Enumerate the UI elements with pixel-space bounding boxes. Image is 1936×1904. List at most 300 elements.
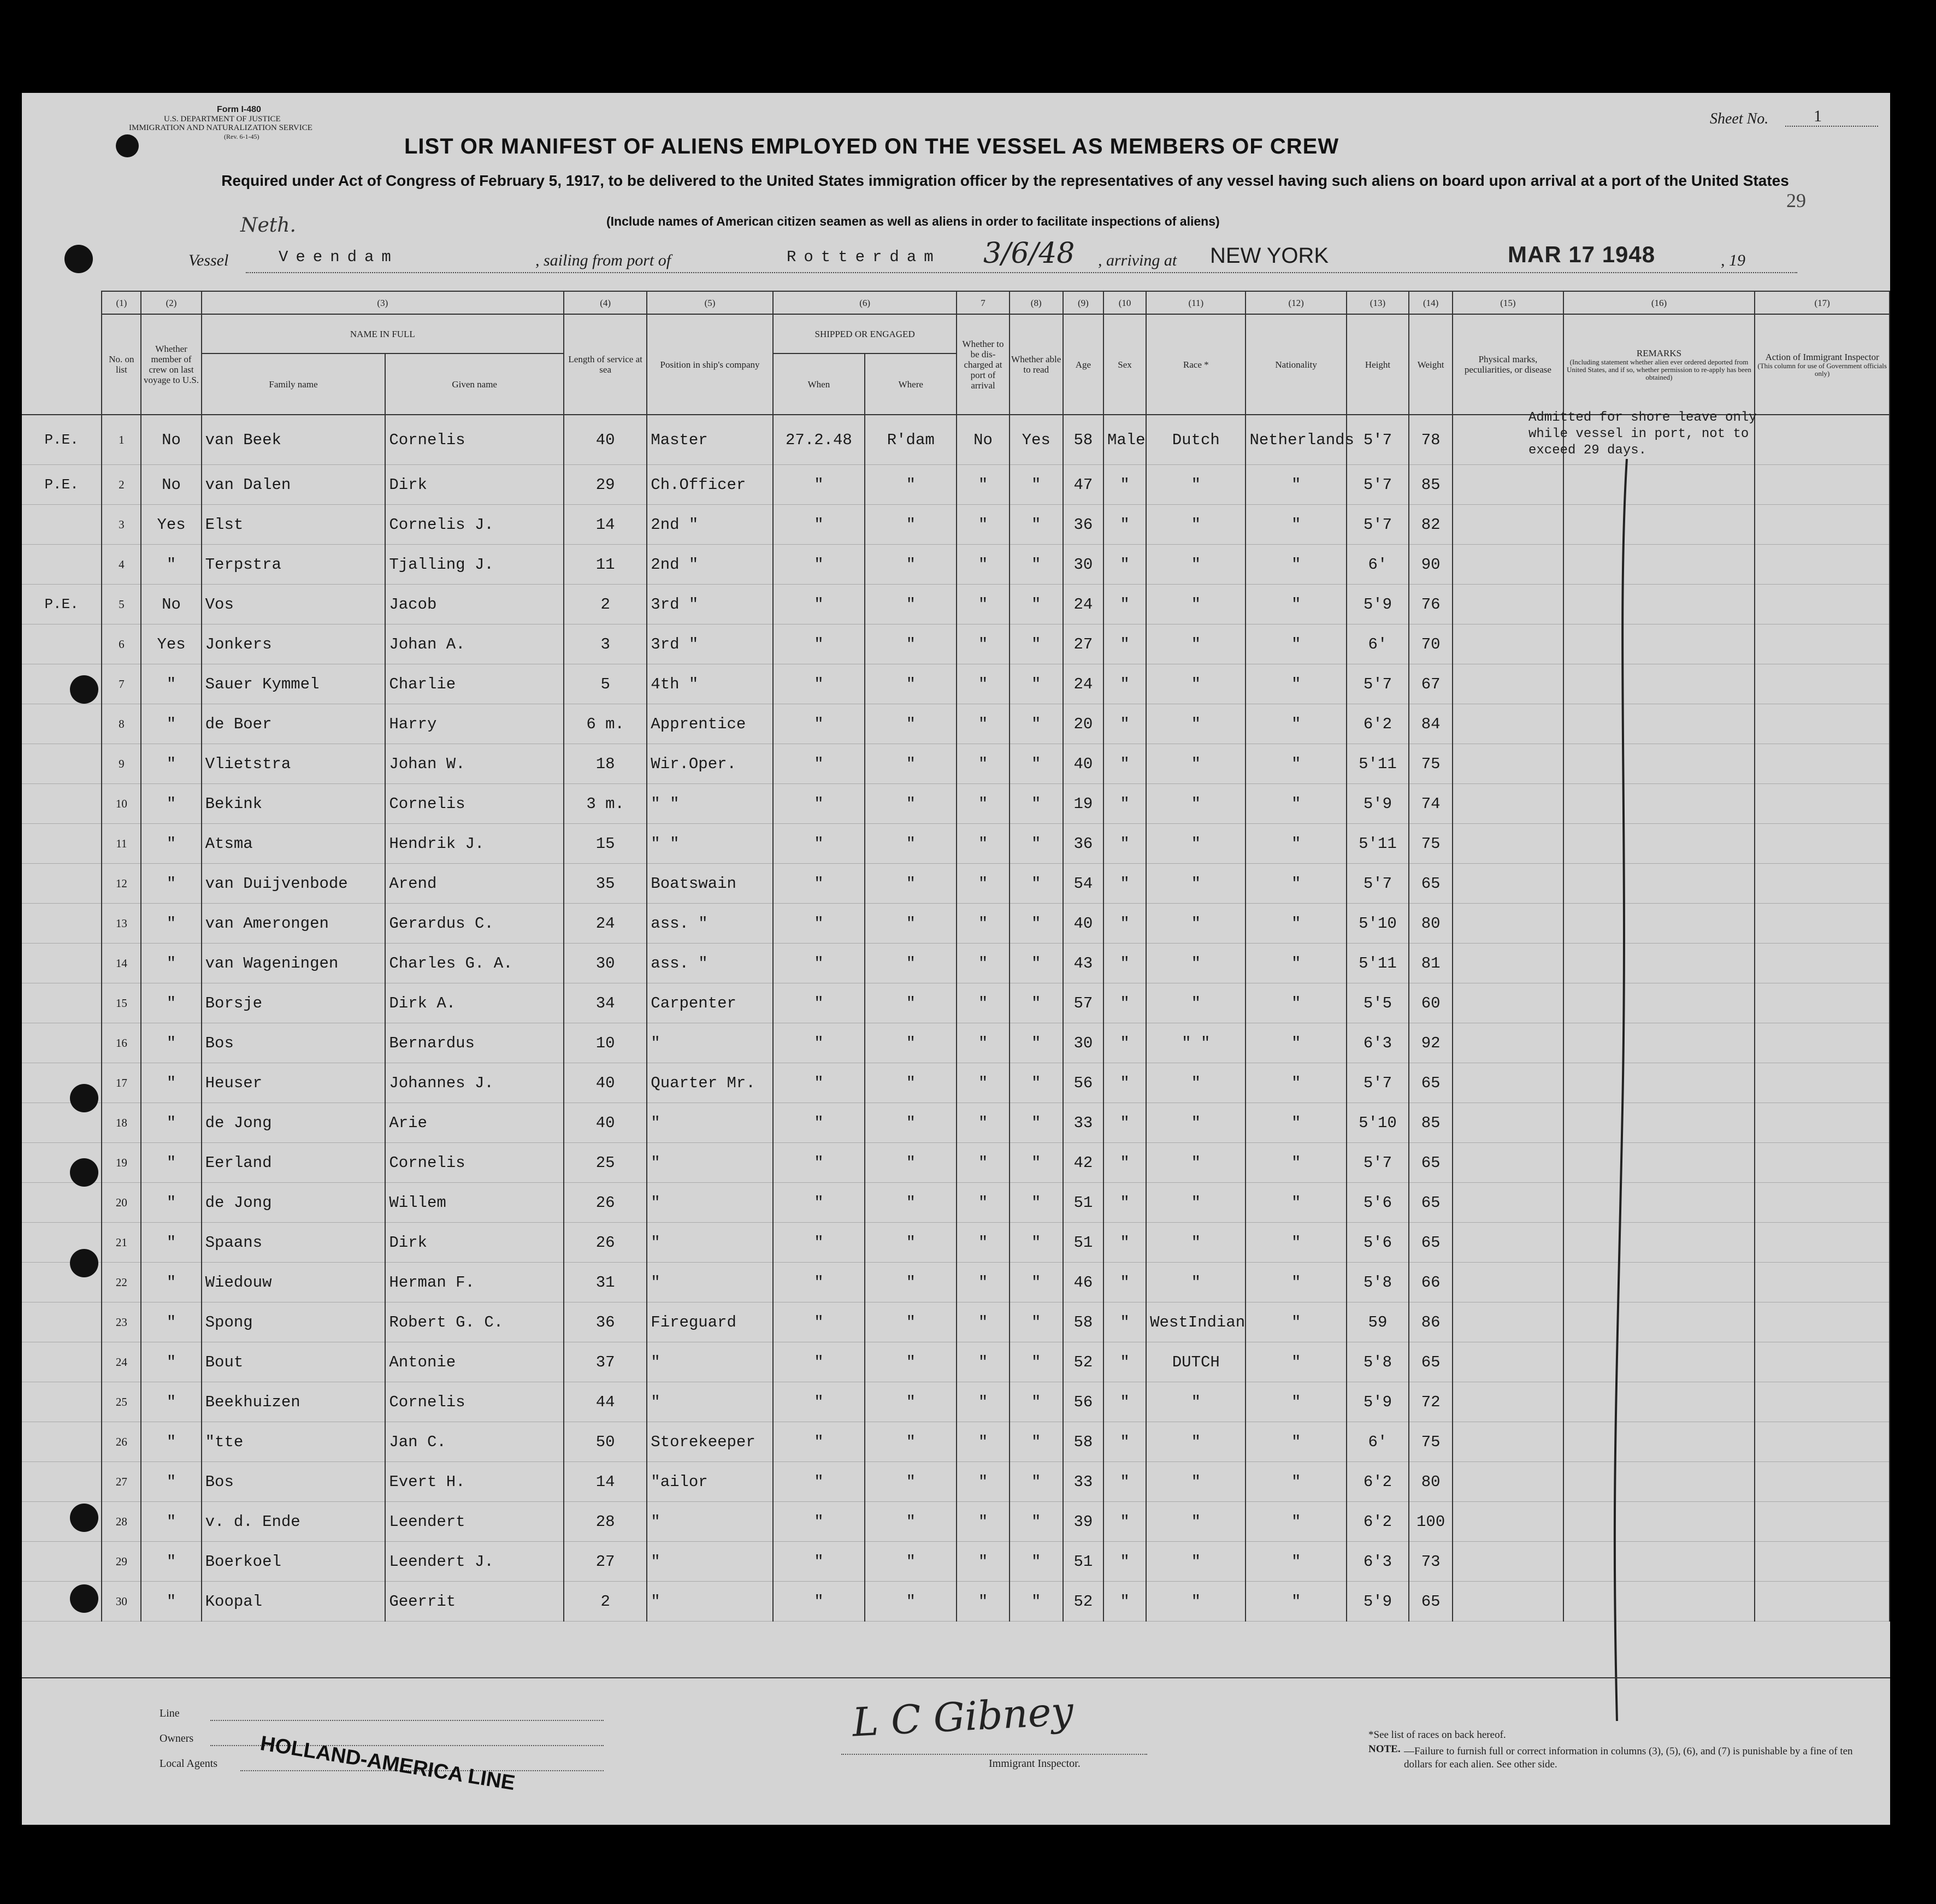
cell-prev: "	[141, 664, 201, 704]
cell-position: "	[647, 1103, 772, 1143]
agents-label: Local Agents	[160, 1758, 218, 1770]
cell-prev: "	[141, 824, 201, 864]
cell-nat: "	[1246, 1382, 1346, 1422]
cell-given: Dirk	[385, 1223, 564, 1263]
cell-nat: "	[1246, 1542, 1346, 1582]
cell-service: 40	[564, 415, 647, 465]
cell-weight: 85	[1409, 465, 1453, 505]
col-header-race: Race *	[1146, 314, 1246, 415]
cell-sex: "	[1103, 1183, 1146, 1223]
cell-prev: "	[141, 1342, 201, 1382]
cell-sex: "	[1103, 784, 1146, 824]
cell-weight: 73	[1409, 1542, 1453, 1582]
cell-age: 33	[1063, 1462, 1103, 1502]
cell-service: 25	[564, 1143, 647, 1183]
cell-sex: "	[1103, 1542, 1146, 1582]
cell-position: Storekeeper	[647, 1422, 772, 1462]
cell-pe	[22, 1183, 102, 1223]
cell-race: "	[1146, 904, 1246, 944]
cell-disch: "	[957, 1502, 1009, 1542]
cell-inspector	[1755, 824, 1890, 864]
col-number-17: (17)	[1755, 291, 1890, 314]
cell-no: 30	[102, 1582, 141, 1622]
cell-family: v. d. Ende	[202, 1502, 386, 1542]
cell-race: WestIndian	[1146, 1302, 1246, 1342]
col-header-when: When	[773, 353, 865, 415]
cell-physical	[1453, 624, 1563, 664]
col-header-age: Age	[1063, 314, 1103, 415]
cell-family: Sauer Kymmel	[202, 664, 386, 704]
cell-nat: "	[1246, 944, 1346, 983]
cell-race: "	[1146, 944, 1246, 983]
cell-where: "	[865, 1502, 957, 1542]
cell-nat: "	[1246, 1462, 1346, 1502]
cell-position: "	[647, 1223, 772, 1263]
cell-given: Herman F.	[385, 1263, 564, 1302]
cell-given: Gerardus C.	[385, 904, 564, 944]
cell-service: 24	[564, 904, 647, 944]
cell-pe	[22, 704, 102, 744]
cell-height: 5'5	[1347, 983, 1409, 1023]
cell-family: Terpstra	[202, 545, 386, 585]
cell-no: 3	[102, 505, 141, 545]
cell-disch: "	[957, 1382, 1009, 1422]
cell-prev: "	[141, 1103, 201, 1143]
cell-height: 59	[1347, 1302, 1409, 1342]
cell-age: 56	[1063, 1382, 1103, 1422]
cell-sex: "	[1103, 585, 1146, 624]
cell-position: "	[647, 1342, 772, 1382]
cell-family: Bos	[202, 1023, 386, 1063]
owners-label: Owners	[160, 1732, 194, 1744]
cell-given: Harry	[385, 704, 564, 744]
cell-family: de Jong	[202, 1183, 386, 1223]
cell-service: 18	[564, 744, 647, 784]
cell-read: "	[1010, 1183, 1063, 1223]
cell-physical	[1453, 1542, 1563, 1582]
cell-family: Bos	[202, 1462, 386, 1502]
col-number-10: (10	[1103, 291, 1146, 314]
cell-age: 57	[1063, 983, 1103, 1023]
arriving-label: , arriving at	[1098, 251, 1177, 269]
cell-service: 27	[564, 1542, 647, 1582]
cell-remarks	[1563, 784, 1755, 824]
cell-prev: "	[141, 944, 201, 983]
cell-given: Cornelis	[385, 1382, 564, 1422]
cell-pe	[22, 505, 102, 545]
cell-read: "	[1010, 664, 1063, 704]
cell-when: "	[773, 1382, 865, 1422]
cell-read: "	[1010, 1263, 1063, 1302]
col-header-sex: Sex	[1103, 314, 1146, 415]
service-name: IMMIGRATION AND NATURALIZATION SERVICE	[129, 123, 312, 132]
col-header-given-name: Given name	[385, 353, 564, 415]
cell-disch: "	[957, 784, 1009, 824]
cell-where: "	[865, 1063, 957, 1103]
cell-read: "	[1010, 1582, 1063, 1622]
cell-sex: "	[1103, 465, 1146, 505]
cell-inspector	[1755, 944, 1890, 983]
cell-prev: "	[141, 1502, 201, 1542]
cell-where: "	[865, 1422, 957, 1462]
cell-height: 5'9	[1347, 585, 1409, 624]
cell-nat: "	[1246, 585, 1346, 624]
cell-when: "	[773, 944, 865, 983]
cell-read: "	[1010, 824, 1063, 864]
cell-nat: "	[1246, 704, 1346, 744]
cell-no: 10	[102, 784, 141, 824]
cell-age: 33	[1063, 1103, 1103, 1143]
cell-where: "	[865, 1183, 957, 1223]
cell-pe	[22, 944, 102, 983]
cell-prev: "	[141, 784, 201, 824]
cell-where: "	[865, 744, 957, 784]
cell-nat: "	[1246, 1023, 1346, 1063]
col-number-15: (15)	[1453, 291, 1563, 314]
cell-where: "	[865, 864, 957, 904]
cell-nat: "	[1246, 904, 1346, 944]
cell-position: " "	[647, 784, 772, 824]
cell-family: Spaans	[202, 1223, 386, 1263]
cell-nat: "	[1246, 744, 1346, 784]
line-field	[210, 1720, 604, 1721]
cell-sex: "	[1103, 983, 1146, 1023]
cell-remarks	[1563, 585, 1755, 624]
cell-disch: "	[957, 1183, 1009, 1223]
cell-no: 9	[102, 744, 141, 784]
cell-where: "	[865, 1582, 957, 1622]
cell-physical	[1453, 1263, 1563, 1302]
cell-no: 25	[102, 1382, 141, 1422]
cell-weight: 65	[1409, 1582, 1453, 1622]
cell-physical	[1453, 1103, 1563, 1143]
cell-pe	[22, 824, 102, 864]
cell-where: "	[865, 664, 957, 704]
cell-weight: 100	[1409, 1502, 1453, 1542]
cell-when: "	[773, 505, 865, 545]
cell-no: 8	[102, 704, 141, 744]
cell-prev: No	[141, 465, 201, 505]
cell-given: Charlie	[385, 664, 564, 704]
cell-inspector	[1755, 1462, 1890, 1502]
cell-prev: "	[141, 1582, 201, 1622]
col-header-inspector-action	[1755, 314, 1890, 415]
cell-service: 11	[564, 545, 647, 585]
cell-given: Charles G. A.	[385, 944, 564, 983]
sheet-label: Sheet No.	[1710, 110, 1769, 127]
page-note: (Include names of American citizen seamen as well as aliens in order to facilitate inspections of aliens)	[606, 214, 1220, 228]
cell-where: "	[865, 944, 957, 983]
cell-pe	[22, 545, 102, 585]
cell-prev: "	[141, 1143, 201, 1183]
cell-height: 5'9	[1347, 784, 1409, 824]
cell-where: "	[865, 1143, 957, 1183]
cell-where: "	[865, 983, 957, 1023]
cell-weight: 65	[1409, 1143, 1453, 1183]
cell-age: 27	[1063, 624, 1103, 664]
cell-inspector	[1755, 983, 1890, 1023]
cell-position: "ailor	[647, 1462, 772, 1502]
cell-disch: "	[957, 983, 1009, 1023]
page-number: 29	[1786, 190, 1806, 211]
cell-given: Arend	[385, 864, 564, 904]
cell-sex: "	[1103, 1302, 1146, 1342]
cell-race: "	[1146, 465, 1246, 505]
cell-sex: "	[1103, 545, 1146, 585]
cell-physical	[1453, 465, 1563, 505]
cell-age: 51	[1063, 1183, 1103, 1223]
col-number-3: (3)	[202, 291, 564, 314]
cell-physical	[1453, 1342, 1563, 1382]
cell-disch: "	[957, 465, 1009, 505]
cell-where: "	[865, 1023, 957, 1063]
cell-disch: "	[957, 864, 1009, 904]
cell-age: 47	[1063, 465, 1103, 505]
cell-when: "	[773, 983, 865, 1023]
cell-prev: "	[141, 545, 201, 585]
cell-pe	[22, 864, 102, 904]
inspector-title: Action of Immigrant Inspector	[1765, 351, 1879, 362]
cell-when: "	[773, 1263, 865, 1302]
cell-disch: "	[957, 1023, 1009, 1063]
cell-disch: "	[957, 744, 1009, 784]
cell-family: Spong	[202, 1302, 386, 1342]
cell-family: Wiedouw	[202, 1263, 386, 1302]
cell-family: van Wageningen	[202, 944, 386, 983]
cell-family: de Jong	[202, 1103, 386, 1143]
cell-when: "	[773, 465, 865, 505]
cell-physical	[1453, 1063, 1563, 1103]
cell-given: Dirk A.	[385, 983, 564, 1023]
col-number-7: 7	[957, 291, 1009, 314]
cell-nat: Netherlands	[1246, 415, 1346, 465]
cell-physical	[1453, 1302, 1563, 1342]
cell-inspector	[1755, 1223, 1890, 1263]
col-number-9: (9)	[1063, 291, 1103, 314]
cell-prev: "	[141, 904, 201, 944]
cell-physical	[1453, 1582, 1563, 1622]
remarks-ditto-line	[1606, 453, 1650, 1726]
cell-nat: "	[1246, 664, 1346, 704]
header-numbers-row	[22, 291, 1890, 314]
cell-disch: "	[957, 1143, 1009, 1183]
cell-prev: No	[141, 415, 201, 465]
cell-where: "	[865, 904, 957, 944]
cell-pe	[22, 624, 102, 664]
cell-service: 40	[564, 1063, 647, 1103]
vessel-line	[246, 272, 1797, 273]
cell-physical	[1453, 744, 1563, 784]
cell-race: "	[1146, 1143, 1246, 1183]
cell-weight: 65	[1409, 864, 1453, 904]
cell-service: 28	[564, 1502, 647, 1542]
cell-family: Bout	[202, 1342, 386, 1382]
cell-sex: "	[1103, 1063, 1146, 1103]
cell-sex: "	[1103, 1143, 1146, 1183]
cell-age: 36	[1063, 824, 1103, 864]
remarks-note: (Including statement whether alien ever ordered deported from United States, and if so, whether permission to re-apply has been obtained)	[1567, 357, 1751, 381]
cell-position: 3rd "	[647, 585, 772, 624]
cell-when: "	[773, 1143, 865, 1183]
cell-weight: 65	[1409, 1063, 1453, 1103]
cell-no: 14	[102, 944, 141, 983]
cell-prev: Yes	[141, 624, 201, 664]
cell-nat: "	[1246, 1502, 1346, 1542]
cell-when: "	[773, 1542, 865, 1582]
cell-height: 5'10	[1347, 1103, 1409, 1143]
cell-where: "	[865, 1103, 957, 1143]
cell-remarks	[1563, 1143, 1755, 1183]
cell-physical	[1453, 944, 1563, 983]
cell-when: "	[773, 864, 865, 904]
cell-given: Evert H.	[385, 1462, 564, 1502]
cell-height: 6'	[1347, 624, 1409, 664]
cell-inspector	[1755, 1422, 1890, 1462]
cell-remarks	[1563, 983, 1755, 1023]
cell-disch: "	[957, 1103, 1009, 1143]
cell-prev: "	[141, 1023, 201, 1063]
cell-family: Eerland	[202, 1143, 386, 1183]
cell-disch: No	[957, 415, 1009, 465]
col-number-16: (16)	[1563, 291, 1755, 314]
cell-inspector	[1755, 904, 1890, 944]
cell-read: "	[1010, 505, 1063, 545]
cell-service: 35	[564, 864, 647, 904]
cell-position: Boatswain	[647, 864, 772, 904]
cell-race: "	[1146, 1502, 1246, 1542]
col-header-name: NAME IN FULL	[202, 314, 564, 353]
cell-family: Atsma	[202, 824, 386, 864]
cell-no: 13	[102, 904, 141, 944]
cell-family: Vlietstra	[202, 744, 386, 784]
races-note: *See list of races on back hereof.	[1368, 1729, 1506, 1741]
cell-physical	[1453, 864, 1563, 904]
cell-position: Apprentice	[647, 704, 772, 744]
cell-family: Vos	[202, 585, 386, 624]
cell-remarks	[1563, 1302, 1755, 1342]
cell-where: "	[865, 1263, 957, 1302]
cell-race: DUTCH	[1146, 1342, 1246, 1382]
cell-sex: "	[1103, 864, 1146, 904]
cell-physical	[1453, 545, 1563, 585]
cell-physical	[1453, 704, 1563, 744]
cell-no: 16	[102, 1023, 141, 1063]
inspector-label: Immigrant Inspector.	[989, 1758, 1081, 1770]
cell-weight: 85	[1409, 1103, 1453, 1143]
cell-disch: "	[957, 585, 1009, 624]
cell-given: Arie	[385, 1103, 564, 1143]
cell-race: "	[1146, 664, 1246, 704]
cell-weight: 90	[1409, 545, 1453, 585]
cell-inspector	[1755, 744, 1890, 784]
cell-position: 2nd "	[647, 545, 772, 585]
cell-remarks	[1563, 824, 1755, 864]
cell-read: "	[1010, 864, 1063, 904]
page-subtitle: Required under Act of Congress of February 5, 1917, to be delivered to the United States immigration officer by the representatives of any vessel having such aliens on board upon arrival at a port of the United States	[221, 172, 1789, 189]
cell-nat: "	[1246, 1063, 1346, 1103]
cell-weight: 65	[1409, 1342, 1453, 1382]
cell-weight: 78	[1409, 415, 1453, 465]
cell-when: "	[773, 624, 865, 664]
cell-remarks	[1563, 545, 1755, 585]
cell-sex: "	[1103, 904, 1146, 944]
cell-when: "	[773, 904, 865, 944]
note-text: —Failure to furnish full or correct information in columns (3), (5), (6), and (7) is punishable by a fine of ten dollars for each alien. See other side.	[1404, 1746, 1853, 1770]
cell-given: Johannes J.	[385, 1063, 564, 1103]
cell-physical	[1453, 505, 1563, 545]
cell-inspector	[1755, 1542, 1890, 1582]
cell-disch: "	[957, 944, 1009, 983]
cell-family: Heuser	[202, 1063, 386, 1103]
cell-remarks	[1563, 1103, 1755, 1143]
cell-position: "	[647, 1143, 772, 1183]
cell-height: 6'2	[1347, 1502, 1409, 1542]
cell-remarks	[1563, 1582, 1755, 1622]
sheet-number: 1	[1814, 107, 1822, 125]
cell-prev: "	[141, 1302, 201, 1342]
col-number-13: (13)	[1347, 291, 1409, 314]
cell-height: 5'9	[1347, 1382, 1409, 1422]
cell-height: 6'3	[1347, 1023, 1409, 1063]
cell-read: "	[1010, 1143, 1063, 1183]
cell-race: "	[1146, 1223, 1246, 1263]
cell-age: 56	[1063, 1063, 1103, 1103]
signature-line	[841, 1754, 1147, 1755]
cell-read: "	[1010, 624, 1063, 664]
col-header-physical-marks: Physical marks, peculiarities, or disease	[1453, 314, 1563, 415]
col-header-discharge: Whether to be dis-charged at port of arrival	[957, 314, 1009, 415]
cell-physical	[1453, 983, 1563, 1023]
cell-sex: "	[1103, 1263, 1146, 1302]
cell-race: "	[1146, 1582, 1246, 1622]
cell-family: Elst	[202, 505, 386, 545]
cell-age: 43	[1063, 944, 1103, 983]
cell-sex: "	[1103, 1582, 1146, 1622]
cell-race: "	[1146, 744, 1246, 784]
cell-race: "	[1146, 784, 1246, 824]
cell-remarks	[1563, 1023, 1755, 1063]
cell-service: 36	[564, 1302, 647, 1342]
cell-age: 40	[1063, 904, 1103, 944]
inspector-signature: L C Gibney	[851, 1688, 1075, 1746]
cell-nat: "	[1246, 1263, 1346, 1302]
cell-remarks	[1563, 864, 1755, 904]
col-header-service: Length of service at sea	[564, 314, 647, 415]
cell-given: Cornelis	[385, 784, 564, 824]
cell-service: 14	[564, 505, 647, 545]
cell-where: "	[865, 585, 957, 624]
cell-weight: 75	[1409, 1422, 1453, 1462]
cell-read: "	[1010, 784, 1063, 824]
cell-read: "	[1010, 944, 1063, 983]
inspector-note: (This column for use of Government officials only)	[1757, 361, 1887, 378]
holland-america-stamp: HOLLAND-AMERICA LINE	[258, 1732, 517, 1795]
cell-weight: 75	[1409, 824, 1453, 864]
cell-service: 3 m.	[564, 784, 647, 824]
cell-disch: "	[957, 1542, 1009, 1582]
cell-where: "	[865, 1542, 957, 1582]
sailing-date: 3/6/48	[983, 237, 1075, 270]
note-label: NOTE.	[1368, 1743, 1401, 1755]
cell-when: "	[773, 1502, 865, 1542]
cell-family: Koopal	[202, 1582, 386, 1622]
cell-pe	[22, 1382, 102, 1422]
cell-inspector	[1755, 1023, 1890, 1063]
cell-nat: "	[1246, 545, 1346, 585]
cell-position: " "	[647, 824, 772, 864]
cell-race: Dutch	[1146, 415, 1246, 465]
cell-position: Quarter Mr.	[647, 1063, 772, 1103]
